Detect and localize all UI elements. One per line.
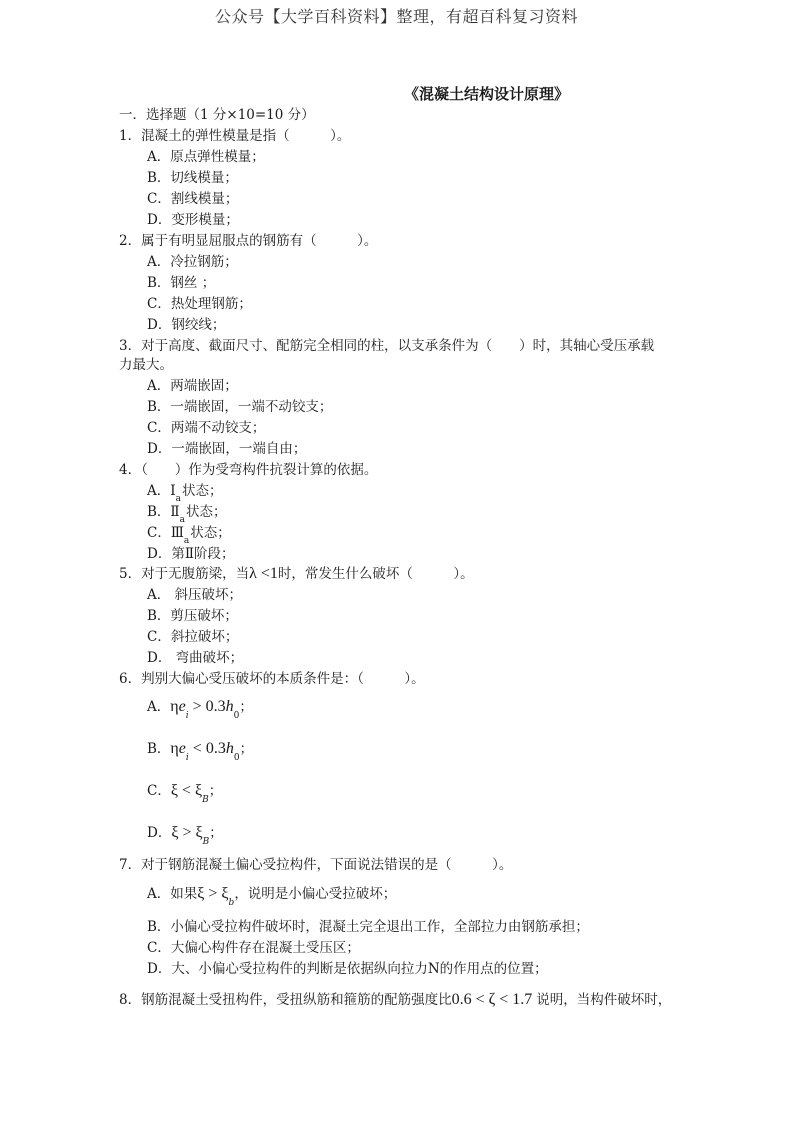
question-2-option-b: B．钢丝 ； <box>147 275 216 291</box>
lambda-formula: λ <1 <box>249 565 278 582</box>
question-4-option-b: B．$Ⅱ_a$状态； <box>147 504 227 525</box>
question-1-option-c: C．割线模量； <box>147 191 239 207</box>
question-2-option-c: C．热处理钢筋； <box>147 296 252 312</box>
question-3-option-a: A．两端嵌固； <box>147 378 238 394</box>
question-7-option-d: D．大、小偏心受拉构件的判断是依据纵向拉力N的作用点的位置； <box>147 961 548 977</box>
question-2-option-d: D．钢绞线； <box>147 317 226 333</box>
question-4-option-a: A．$Ⅰ_a$状态； <box>147 483 223 504</box>
question-6-option-c: C．$\xi < \xi_B$； <box>147 782 223 805</box>
question-6-option-a: A．$\eta e_i > 0.3h_0$； <box>147 698 253 721</box>
question-5-option-b: B．剪压破坏； <box>147 608 238 624</box>
section-heading: 一．选择题（1 分×10=10 分） <box>119 107 315 123</box>
question-1-stem: 1．混凝土的弹性模量是指（ ）。 <box>119 128 351 144</box>
question-5-stem: 5．对于无腹筋梁，当λ <1时，常发生什么破坏（ ）。 <box>119 565 474 582</box>
question-3-stem-line1: 3．对于高度、截面尺寸、配筋完全相同的柱，以支承条件为（ ）时，其轴心受压承载 <box>119 338 655 354</box>
question-1-option-d: D．变形模量； <box>147 212 239 228</box>
question-2-stem: 2．属于有明显屈服点的钢筋有（ ）。 <box>119 233 378 249</box>
question-5-option-d: D． 弯曲破坏； <box>147 650 244 666</box>
question-6-stem: 6．判别大偏心受压破坏的本质条件是：（ ）。 <box>119 671 425 687</box>
question-1-option-b: B．切线模量； <box>147 170 238 186</box>
zeta-range-formula: 0.6 < ζ < 1.7 <box>451 991 533 1008</box>
question-8-stem: 8．钢筋混凝土受扭构件，受扭纵筋和箍筋的配筋强度比0.6 < ζ < 1.7 说明，当构件破坏时， <box>119 991 672 1008</box>
question-5-option-a: A． 斜压破坏； <box>147 587 243 603</box>
document-title: 《混凝土结构设计原理》 <box>403 85 569 103</box>
question-7-option-b: B．小偏心受拉构件破坏时，混凝土完全退出工作，全部拉力由钢筋承担； <box>147 919 589 935</box>
question-7-option-c: C．大偏心构件存在混凝土受压区； <box>147 940 360 956</box>
question-4-option-d: D．第Ⅱ阶段； <box>147 546 235 562</box>
question-1-option-a: A．原点弹性模量； <box>147 149 265 165</box>
question-4-stem: 4．（ ）作为受弯构件抗裂计算的依据。 <box>119 462 378 478</box>
question-3-option-d: D．一端嵌固，一端自由； <box>147 441 307 457</box>
question-4-option-c: C．$Ⅲ_a$状态； <box>147 525 231 546</box>
question-6-option-b: B．$\eta e_i < 0.3h_0$； <box>147 740 254 763</box>
question-3-stem-line2: 力最大。 <box>119 357 173 373</box>
watermark-header: 公众号【大学百科资料】整理，有超百科复习资料 <box>214 7 578 26</box>
question-5-option-c: C．斜拉破坏； <box>147 629 239 645</box>
question-3-option-c: C．两端不动铰支； <box>147 420 266 436</box>
question-7-option-a: A．如果$\xi > \xi_b$，说明是小偏心受拉破坏； <box>147 885 397 908</box>
question-3-option-b: B．一端嵌固，一端不动铰支； <box>147 399 333 415</box>
question-2-option-a: A．冷拉钢筋； <box>147 254 238 270</box>
question-7-stem: 7．对于钢筋混凝土偏心受拉构件，下面说法错误的是（ ）。 <box>119 857 513 873</box>
question-6-option-d: D．$\xi > \xi_B$； <box>147 824 223 847</box>
